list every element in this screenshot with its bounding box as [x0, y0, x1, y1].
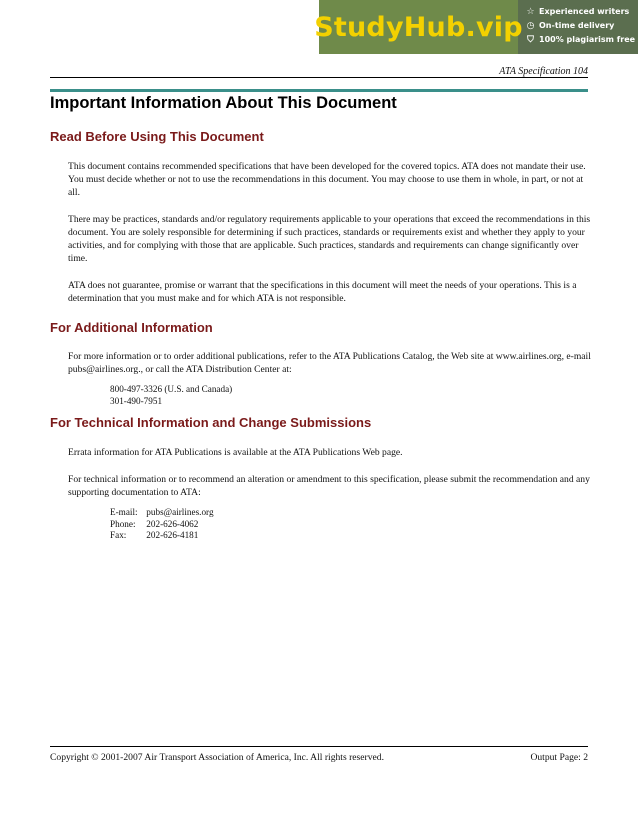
ad-feature-list — [518, 0, 638, 54]
email-label: E-mail: — [110, 507, 138, 517]
check-shield-icon: ⛉ — [527, 35, 534, 45]
ad-logo[interactable]: StudyHub.vip — [319, 0, 518, 54]
ad-feature-text: Experienced writers — [539, 7, 630, 16]
teal-rule — [50, 89, 588, 92]
paragraph: There may be practices, standards and/or regulatory requirements applicable to your operations that exceed the recommendations in this document. You are solely responsible for determining if such practices, standards or requirements exist and whether they apply to your activities, and for complying with those that are applicable. Such practices, standards and requirements can change significantly over time. — [68, 214, 591, 264]
phone-line — [110, 519, 214, 531]
paragraph: For more information or to order additional publications, refer to the ATA Publications Catalog, the Web site at www.airlines.org, e-mail pubs@airlines.org., or call the ATA Distribution Center at: — [68, 351, 591, 375]
phone-number: 202-626-4062 — [146, 518, 199, 529]
section-heading-read-before: Read Before Using This Document — [50, 129, 264, 144]
ad-banner[interactable] — [314, 0, 638, 54]
footer-page-number: Output Page: 2 — [530, 752, 588, 763]
footer-rule — [50, 746, 588, 747]
phone-number: 301-490-7951 — [110, 395, 163, 406]
phone-label: Phone: — [110, 518, 136, 529]
paragraph: This document contains recommended specifications that have been developed for the covered topics. ATA does not mandate their use. You must decide whether or not to use the recommendations in this document. You may choose to use them in whole, in part, or not at all. — [68, 161, 586, 198]
page-title: Important Information About This Document — [50, 94, 397, 112]
section-heading-technical: For Technical Information and Change Submissions — [50, 415, 372, 430]
ad-feature-item — [526, 6, 638, 18]
section-heading-additional-info: For Additional Information — [50, 320, 213, 335]
fax-label: Fax: — [110, 530, 127, 540]
header-rule — [50, 77, 588, 78]
ad-feature-item — [526, 20, 638, 32]
phone-number: 800-497-3326 (U.S. and Canada) — [110, 384, 233, 394]
paragraph: ATA does not guarantee, promise or warrant that the specifications in this document will meet the needs of your operations. This is a determination that you must make and for which ATA is not responsible. — [68, 280, 577, 304]
star-icon: ☆ — [526, 7, 535, 17]
paragraph: Errata information for ATA Publications is available at the ATA Publications Web page. — [68, 447, 403, 458]
email-line — [110, 507, 214, 519]
fax-number: 202-626-4181 — [146, 530, 199, 540]
ad-feature-text: 100% plagiarism free — [539, 35, 636, 44]
paragraph: For technical information or to recommend an alteration or amendment to this specification, please submit the recommendation and any supporting documentation to ATA: — [68, 474, 590, 498]
distribution-contact — [110, 384, 232, 407]
technical-contact — [110, 507, 214, 542]
spec-header: ATA Specification 104 — [499, 66, 588, 77]
fax-line — [110, 530, 214, 542]
footer-copyright: Copyright © 2001-2007 Air Transport Association of America, Inc. All rights reserved. — [50, 752, 384, 763]
clock-icon: ◷ — [526, 21, 535, 31]
email-address: pubs@airlines.org — [146, 507, 214, 517]
ad-feature-text: On-time delivery — [539, 21, 615, 30]
ad-feature-item — [526, 34, 638, 46]
